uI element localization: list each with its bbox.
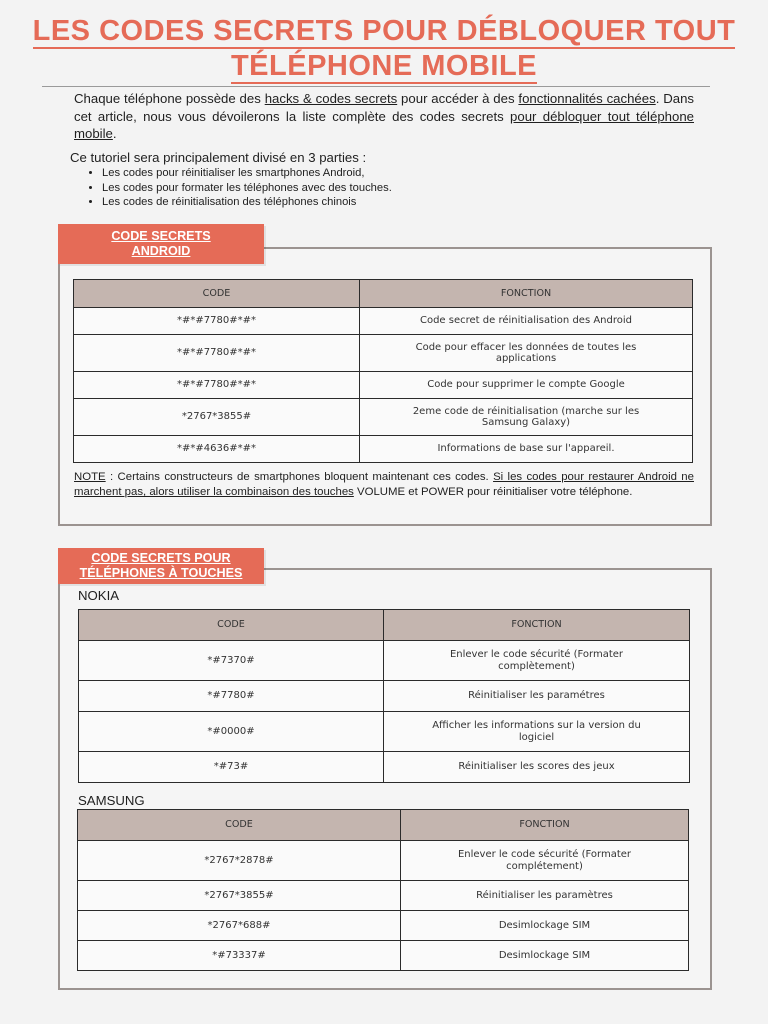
code-cell: *#7780# (79, 681, 384, 712)
android-note (74, 470, 694, 500)
code-cell: *#7370# (79, 641, 384, 681)
table-row (78, 941, 689, 971)
code-cell: *#73337# (78, 941, 401, 971)
table-row (79, 641, 690, 681)
function-cell: Desimlockage SIM (401, 911, 689, 941)
restore-tip-link[interactable]: Si les codes pour restaurer Android ne marchent pas, alors utiliser la combinaison des touches (74, 471, 694, 499)
table-row (74, 436, 693, 463)
column-header-function: FONCTION (384, 610, 690, 641)
note-text: VOLUME et POWER pour réinitialiser votre téléphone. (353, 486, 633, 499)
intro-text: . Dans cet article, nous vous dévoilerons la liste complète des codes secrets (74, 91, 695, 124)
note-label: NOTE (74, 471, 106, 483)
hidden-features-link[interactable]: fonctionnalités cachées (518, 91, 656, 106)
code-cell: *#*#7780#*#* (74, 335, 360, 372)
function-cell: Afficher les informations sur la version du logiciel (384, 712, 690, 752)
intro-text: . (112, 126, 117, 141)
function-cell: Code pour supprimer le compte Google (360, 372, 693, 399)
parts-list (80, 166, 392, 210)
intro-text: Chaque téléphone possède des (74, 91, 265, 106)
list-item: • Les codes pour réinitialiser les smartphones Android, (102, 166, 392, 181)
code-cell: *#0000# (79, 712, 384, 752)
code-cell: *#*#7780#*#* (74, 372, 360, 399)
code-cell: *#*#4636#*#* (74, 436, 360, 463)
column-header-code: CODE (74, 280, 360, 308)
column-header-code: CODE (79, 610, 384, 641)
function-cell: Code secret de réinitialisation des Android (360, 308, 693, 335)
table-row (79, 712, 690, 752)
function-cell: Informations de base sur l'appareil. (360, 436, 693, 463)
code-cell: *2767*3855# (74, 399, 360, 436)
code-cell: *#*#7780#*#* (74, 308, 360, 335)
table-row (74, 308, 693, 335)
touch-phones-section-tag: CODE SECRETS POUR TÉLÉPHONES À TOUCHES (58, 548, 264, 584)
column-header-function: FONCTION (360, 280, 693, 308)
list-item: • Les codes de réinitialisation des téléphones chinois (102, 195, 392, 210)
code-cell: *2767*3855# (78, 881, 401, 911)
hacks-link[interactable]: hacks & codes secrets (264, 91, 398, 106)
table-row (74, 335, 693, 372)
table-row (78, 841, 689, 881)
code-cell: *2767*688# (78, 911, 401, 941)
samsung-label: SAMSUNG (78, 793, 145, 808)
intro-paragraph (74, 90, 694, 143)
table-row (74, 372, 693, 399)
divider (42, 86, 710, 87)
function-cell: Enlever le code sécurité (Formater complètement) (384, 641, 690, 681)
android-section-tag: CODE SECRETS ANDROID (58, 224, 264, 264)
column-header-code: CODE (78, 810, 401, 841)
page-title (0, 14, 768, 84)
table-row (78, 911, 689, 941)
android-codes-table (73, 279, 693, 463)
code-cell: *2767*2878# (78, 841, 401, 881)
function-cell: Code pour effacer les données de toutes les applications (360, 335, 693, 372)
intro-text: pour accéder à des (397, 91, 519, 106)
table-row (78, 881, 689, 911)
samsung-codes-table (77, 809, 689, 971)
column-header-function: FONCTION (401, 810, 689, 841)
nokia-label: NOKIA (78, 588, 120, 603)
tutorial-lead: Ce tutoriel sera principalement divisé en 3 parties : (70, 150, 367, 165)
table-row (74, 399, 693, 436)
list-item: • Les codes pour formater les téléphones avec des touches. (102, 181, 392, 196)
function-cell: Desimlockage SIM (401, 941, 689, 971)
table-row (79, 681, 690, 712)
title-line-1: LES CODES SECRETS POUR DÉBLOQUER TOUT (32, 15, 736, 47)
code-cell: *#73# (79, 752, 384, 783)
function-cell: Réinitialiser les paramétres (384, 681, 690, 712)
unlock-phone-link[interactable]: pour débloquer tout téléphone mobile (74, 108, 694, 141)
function-cell: Réinitialiser les paramètres (401, 881, 689, 911)
function-cell: Réinitialiser les scores des jeux (384, 752, 690, 783)
table-row (79, 752, 690, 783)
function-cell: Enlever le code sécurité (Formater complétement) (401, 841, 689, 881)
function-cell: 2eme code de réinitialisation (marche sur les Samsung Galaxy) (360, 399, 693, 436)
note-text: : Certains constructeurs de smartphones bloquent maintenant ces codes. (105, 471, 494, 483)
title-line-2: TÉLÉPHONE MOBILE (230, 50, 538, 82)
nokia-codes-table (78, 609, 690, 783)
